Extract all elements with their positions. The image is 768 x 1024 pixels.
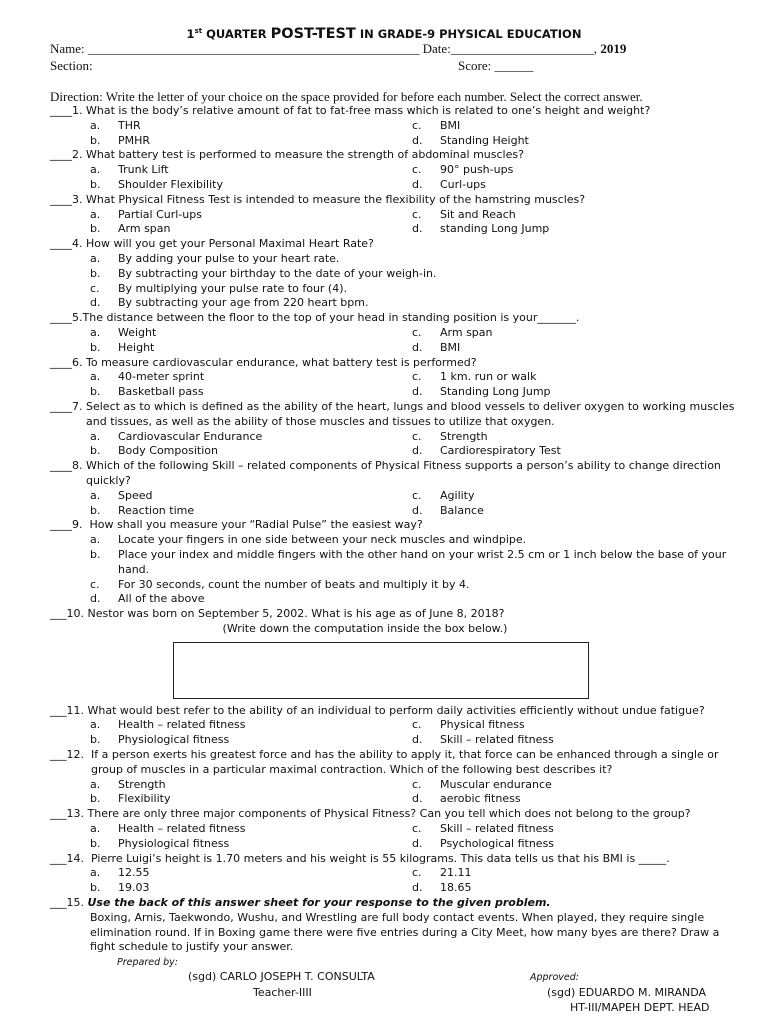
choice-item xyxy=(90,282,740,297)
choice-text: Curl-ups xyxy=(440,177,486,191)
choice-text: Physiological fitness xyxy=(118,836,230,850)
choice-text: Cardiovascular Endurance xyxy=(118,429,263,443)
choice-item xyxy=(90,733,412,748)
question-text: Select as to which is defined as the ability of the heart, lungs and blood vessels to deliver oxygen to working muscles and tissues, as well as the ability of those muscles and tissues to utilize that oxygen. xyxy=(86,399,735,428)
question-text: Which of the following Skill – related components of Physical Fitness supports a person’s ability to change direction quickly? xyxy=(86,459,721,487)
choice-text: 19.03 xyxy=(118,881,150,895)
score-field[interactable]: Score: ______ xyxy=(458,58,534,73)
choice-text: Trunk Lift xyxy=(118,163,169,177)
question-14 xyxy=(50,852,740,896)
question-3 xyxy=(50,193,740,237)
choice-text: Physiological fitness xyxy=(118,733,230,747)
choice-item xyxy=(412,326,740,341)
choice-letter: d. xyxy=(90,296,101,310)
choice-item xyxy=(412,866,740,881)
answer-blank[interactable]: ___14. xyxy=(50,851,91,865)
choice-letter: b. xyxy=(90,133,101,147)
choice-letter: b. xyxy=(90,836,101,850)
choice-list xyxy=(50,718,740,748)
choice-list xyxy=(50,119,740,149)
choice-text: 1 km. run or walk xyxy=(440,370,537,384)
choice-letter: b. xyxy=(90,177,101,191)
choice-item xyxy=(90,866,412,881)
choice-text: Agility xyxy=(440,488,475,502)
choice-letter: a. xyxy=(90,866,101,880)
answer-blank[interactable]: ____7. xyxy=(50,399,86,413)
choice-item xyxy=(412,222,740,237)
choice-text: Skill – related fitness xyxy=(440,733,554,747)
choice-letter: a. xyxy=(90,488,101,502)
choice-text: Standing Height xyxy=(440,133,529,147)
choice-text: By adding your pulse to your heart rate. xyxy=(118,251,340,265)
choice-item xyxy=(412,163,740,178)
choice-text: 18.65 xyxy=(440,881,472,895)
choice-text: 90° push-ups xyxy=(440,163,514,177)
title-suffix: IN GRADE-9 PHYSICAL EDUCATION xyxy=(355,27,582,41)
choice-text: Arm span xyxy=(118,222,171,236)
choice-text: Arm span xyxy=(440,325,493,339)
choice-letter: d. xyxy=(412,340,423,354)
choice-list xyxy=(50,370,740,400)
question-12 xyxy=(50,748,740,807)
choice-text: Strength xyxy=(440,429,488,443)
question-13 xyxy=(50,807,740,851)
choice-letter: a. xyxy=(90,207,101,221)
choice-item xyxy=(412,504,740,519)
choice-letter: a. xyxy=(90,163,101,177)
choice-list xyxy=(50,778,740,808)
question-15 xyxy=(50,896,740,955)
choice-item xyxy=(412,119,740,134)
choice-item xyxy=(90,822,412,837)
choice-letter: c. xyxy=(412,429,422,443)
choice-letter: d. xyxy=(412,836,423,850)
choice-text: By subtracting your age from 220 heart bpm. xyxy=(118,296,369,310)
question-11 xyxy=(50,704,740,748)
choice-item xyxy=(90,385,412,400)
choice-text: Standing Long Jump xyxy=(440,385,551,399)
choice-text: Shoulder Flexibility xyxy=(118,177,223,191)
choice-text: 40-meter sprint xyxy=(118,370,205,384)
choice-list xyxy=(50,533,740,607)
question-7 xyxy=(50,400,740,459)
choice-item xyxy=(90,837,412,852)
choice-text: standing Long Jump xyxy=(440,222,550,236)
choice-item xyxy=(412,822,740,837)
choice-item xyxy=(412,341,740,356)
choice-letter: b. xyxy=(90,222,101,236)
choice-letter: c. xyxy=(412,488,422,502)
choice-item xyxy=(90,178,412,193)
choice-letter: b. xyxy=(90,792,101,806)
choice-letter: a. xyxy=(90,429,101,443)
choice-letter: d. xyxy=(412,733,423,747)
choice-text: Cardiorespiratory Test xyxy=(440,444,561,458)
choice-item xyxy=(412,430,740,445)
title-main: POST-TEST xyxy=(270,26,356,42)
choice-letter: d. xyxy=(412,503,423,517)
choice-letter: d. xyxy=(412,792,423,806)
choice-text: THR xyxy=(118,118,141,132)
choice-item xyxy=(412,208,740,223)
choice-item xyxy=(90,119,412,134)
choice-text: Muscular endurance xyxy=(440,777,552,791)
choice-text: Flexibility xyxy=(118,792,171,806)
choice-item xyxy=(412,881,740,896)
question-8 xyxy=(50,459,740,518)
choice-item xyxy=(90,504,412,519)
choice-text: PMHR xyxy=(118,133,151,147)
question-instruction: (Write down the computation inside the box below.) xyxy=(222,621,508,635)
choice-list xyxy=(50,163,740,193)
choice-item xyxy=(412,778,740,793)
choice-text: Physical fitness xyxy=(440,718,525,732)
question-text: The distance between the floor to the top of your head in standing position is your_______. xyxy=(82,311,580,325)
choice-letter: a. xyxy=(90,718,101,732)
choice-item xyxy=(90,444,412,459)
choice-item xyxy=(90,578,740,593)
question-1 xyxy=(50,104,740,148)
choice-letter: a. xyxy=(90,533,101,547)
question-text: What Physical Fitness Test is intended to measure the flexibility of the hamstring muscles? xyxy=(86,192,586,206)
choice-item xyxy=(90,267,740,282)
choice-item xyxy=(412,733,740,748)
choice-letter: c. xyxy=(412,163,422,177)
choice-text: Speed xyxy=(118,488,153,502)
question-text: Pierre Luigi’s height is 1.70 meters and his weight is 55 kilograms. This data tells us that his BMI is _____. xyxy=(91,851,670,865)
choice-text: All of the above xyxy=(118,592,205,606)
choice-text: By subtracting your birthday to the date of your weigh-in. xyxy=(118,266,437,280)
answer-blank[interactable]: ____5. xyxy=(50,311,83,325)
answer-blank[interactable]: ____4. xyxy=(50,237,86,251)
choice-item xyxy=(90,163,412,178)
choice-letter: a. xyxy=(90,118,101,132)
choice-item xyxy=(90,341,412,356)
choice-letter: d. xyxy=(412,444,423,458)
choice-letter: c. xyxy=(90,281,100,295)
choice-letter: b. xyxy=(90,340,101,354)
choice-item xyxy=(90,548,740,578)
section-label: Section: xyxy=(50,58,93,73)
choice-text: Health – related fitness xyxy=(118,718,246,732)
choice-item xyxy=(412,444,740,459)
choice-text: Reaction time xyxy=(118,503,195,517)
choice-text: Strength xyxy=(118,777,166,791)
choice-letter: c. xyxy=(412,325,422,339)
choice-item xyxy=(412,385,740,400)
title-prefix: 1 xyxy=(186,27,195,41)
question-text: What battery test is performed to measure the strength of abdominal muscles? xyxy=(86,148,524,162)
teacher-title: Teacher-IIII xyxy=(253,986,312,999)
choice-item xyxy=(90,533,740,548)
question-list xyxy=(50,104,740,955)
answer-blank[interactable]: ____9. xyxy=(50,518,90,532)
choice-item xyxy=(412,489,740,504)
choice-text: Place your index and middle fingers with the other hand on your wrist 2.5 cm or 1 inch below the base of your hand. xyxy=(118,547,727,576)
choice-text: For 30 seconds, count the number of beats and multiply it by 4. xyxy=(118,577,470,591)
choice-letter: d. xyxy=(90,592,101,606)
choice-text: Skill – related fitness xyxy=(440,822,554,836)
question-9 xyxy=(50,518,740,607)
choice-letter: d. xyxy=(412,177,423,191)
head-title: HT-III/MAPEH DEPT. HEAD xyxy=(570,1001,710,1014)
year: 2019 xyxy=(597,41,627,56)
choice-letter: c. xyxy=(412,370,422,384)
question-6 xyxy=(50,356,740,400)
question-text: How will you get your Personal Maximal Heart Rate? xyxy=(86,237,374,251)
question-text: What is the body’s relative amount of fat to fat-free mass which is related to one’s height and weight? xyxy=(86,104,651,117)
direction-text: Direction: Write the letter of your choice on the space provided for before each number. Select the correct answer. xyxy=(50,89,643,104)
head-name: (sgd) EDUARDO M. MIRANDA xyxy=(547,986,707,999)
choice-letter: b. xyxy=(90,733,101,747)
choice-text: 12.55 xyxy=(118,866,150,880)
title-superscript: st xyxy=(194,27,203,35)
choice-item xyxy=(90,430,412,445)
choice-letter: b. xyxy=(90,547,101,561)
choice-text: Basketball pass xyxy=(118,385,204,399)
title-quarter: QUARTER xyxy=(202,27,271,41)
choice-text: Balance xyxy=(440,503,484,517)
choice-text: Body Composition xyxy=(118,444,218,458)
choice-letter: c. xyxy=(412,718,422,732)
question-text: What would best refer to the ability of an individual to perform daily activities efficiently without undue fatigue? xyxy=(87,703,705,717)
answer-blank[interactable]: ____8. xyxy=(50,459,86,473)
choice-item xyxy=(412,370,740,385)
choice-item xyxy=(412,134,740,149)
choice-letter: d. xyxy=(412,881,423,895)
answer-blank[interactable]: ____2. xyxy=(50,148,86,162)
choice-text: 21.11 xyxy=(440,866,472,880)
choice-letter: b. xyxy=(90,385,101,399)
choice-letter: d. xyxy=(412,133,423,147)
choice-letter: c. xyxy=(412,777,422,791)
choice-item xyxy=(90,296,740,311)
question-2 xyxy=(50,148,740,192)
choice-letter: d. xyxy=(412,222,423,236)
page-title xyxy=(0,24,768,42)
answer-blank[interactable]: ____1. xyxy=(50,104,86,117)
choice-letter: a. xyxy=(90,251,101,265)
choice-item xyxy=(90,370,412,385)
question-text: How shall you measure your “Radial Pulse” the easiest way? xyxy=(89,518,423,532)
answer-blank[interactable]: ___13. xyxy=(50,807,88,821)
teacher-name: (sgd) CARLO JOSEPH T. CONSULTA xyxy=(188,970,375,983)
choice-text: BMI xyxy=(440,118,461,132)
question-text: Use the back of this answer sheet for your response to the given problem. xyxy=(87,896,551,910)
computation-box[interactable] xyxy=(173,642,589,699)
question-10 xyxy=(50,607,740,699)
choice-text: By multiplying your pulse rate to four (4). xyxy=(118,281,348,295)
choice-item xyxy=(90,592,740,607)
choice-text: Sit and Reach xyxy=(440,207,516,221)
choice-item xyxy=(90,252,740,267)
choice-list xyxy=(50,489,740,519)
question-problem-text: Boxing, Arnis, Taekwondo, Wushu, and Wrestling are full body contact events. When played, they require single elimination round. If in Boxing game there were five entries during a City Meet, how many byes are there? Draw a fight schedule to justify your answer. xyxy=(90,910,720,954)
choice-item xyxy=(90,718,412,733)
answer-blank[interactable]: ___12. xyxy=(50,748,91,762)
choice-letter: a. xyxy=(90,325,101,339)
choice-list xyxy=(50,208,740,238)
choice-item xyxy=(412,837,740,852)
choice-text: BMI xyxy=(440,340,461,354)
choice-item xyxy=(90,134,412,149)
answer-blank[interactable]: ___11. xyxy=(50,703,88,717)
choice-text: Locate your fingers in one side between your neck muscles and windpipe. xyxy=(118,533,527,547)
choice-item xyxy=(412,718,740,733)
question-text: Nestor was born on September 5, 2002. What is his age as of June 8, 2018? xyxy=(87,607,505,621)
choice-letter: c. xyxy=(412,207,422,221)
answer-blank[interactable]: ___10. xyxy=(50,607,88,621)
question-text: There are only three major components of Physical Fitness? Can you tell which does not belong to the group? xyxy=(87,807,691,821)
choice-text: Height xyxy=(118,340,155,354)
choice-list xyxy=(50,866,740,896)
answer-blank[interactable]: ____6. xyxy=(50,355,86,369)
name-date-line[interactable] xyxy=(50,42,626,57)
choice-text: Psychological fitness xyxy=(440,836,555,850)
question-5 xyxy=(50,311,740,355)
choice-letter: a. xyxy=(90,370,101,384)
prepared-label: Prepared by: xyxy=(117,957,178,968)
choice-text: Health – related fitness xyxy=(118,822,246,836)
choice-list xyxy=(50,430,740,460)
choice-item xyxy=(90,778,412,793)
choice-letter: b. xyxy=(90,444,101,458)
choice-letter: b. xyxy=(90,503,101,517)
choice-letter: c. xyxy=(90,577,100,591)
choice-letter: b. xyxy=(90,881,101,895)
choice-list xyxy=(50,822,740,852)
answer-blank[interactable]: ___15. xyxy=(50,896,88,910)
question-4 xyxy=(50,237,740,311)
choice-item xyxy=(90,881,412,896)
choice-item xyxy=(90,792,412,807)
choice-item xyxy=(412,178,740,193)
question-text: If a person exerts his greatest force and has the ability to apply it, that force can be enhanced through a single or group of muscles in a particular maximal contraction. Which of the following best describes it? xyxy=(91,748,719,776)
approved-label: Approved: xyxy=(530,972,579,983)
choice-item xyxy=(412,792,740,807)
choice-list xyxy=(50,326,740,356)
choice-letter: d. xyxy=(412,385,423,399)
choice-letter: c. xyxy=(412,118,422,132)
choice-letter: b. xyxy=(90,266,101,280)
choice-text: Weight xyxy=(118,325,157,339)
choice-item xyxy=(90,208,412,223)
choice-item xyxy=(90,326,412,341)
choice-letter: c. xyxy=(412,822,422,836)
choice-letter: a. xyxy=(90,777,101,791)
answer-blank[interactable]: ____3. xyxy=(50,192,86,206)
choice-list xyxy=(50,252,740,311)
name-date-field[interactable]: Name: ___________________________________________________ Date:______________________, xyxy=(50,41,598,56)
choice-letter: c. xyxy=(412,866,422,880)
choice-item xyxy=(90,222,412,237)
question-text: To measure cardiovascular endurance, what battery test is performed? xyxy=(86,355,477,369)
choice-letter: a. xyxy=(90,822,101,836)
choice-text: Partial Curl-ups xyxy=(118,207,202,221)
choice-text: aerobic fitness xyxy=(440,792,521,806)
choice-item xyxy=(90,489,412,504)
